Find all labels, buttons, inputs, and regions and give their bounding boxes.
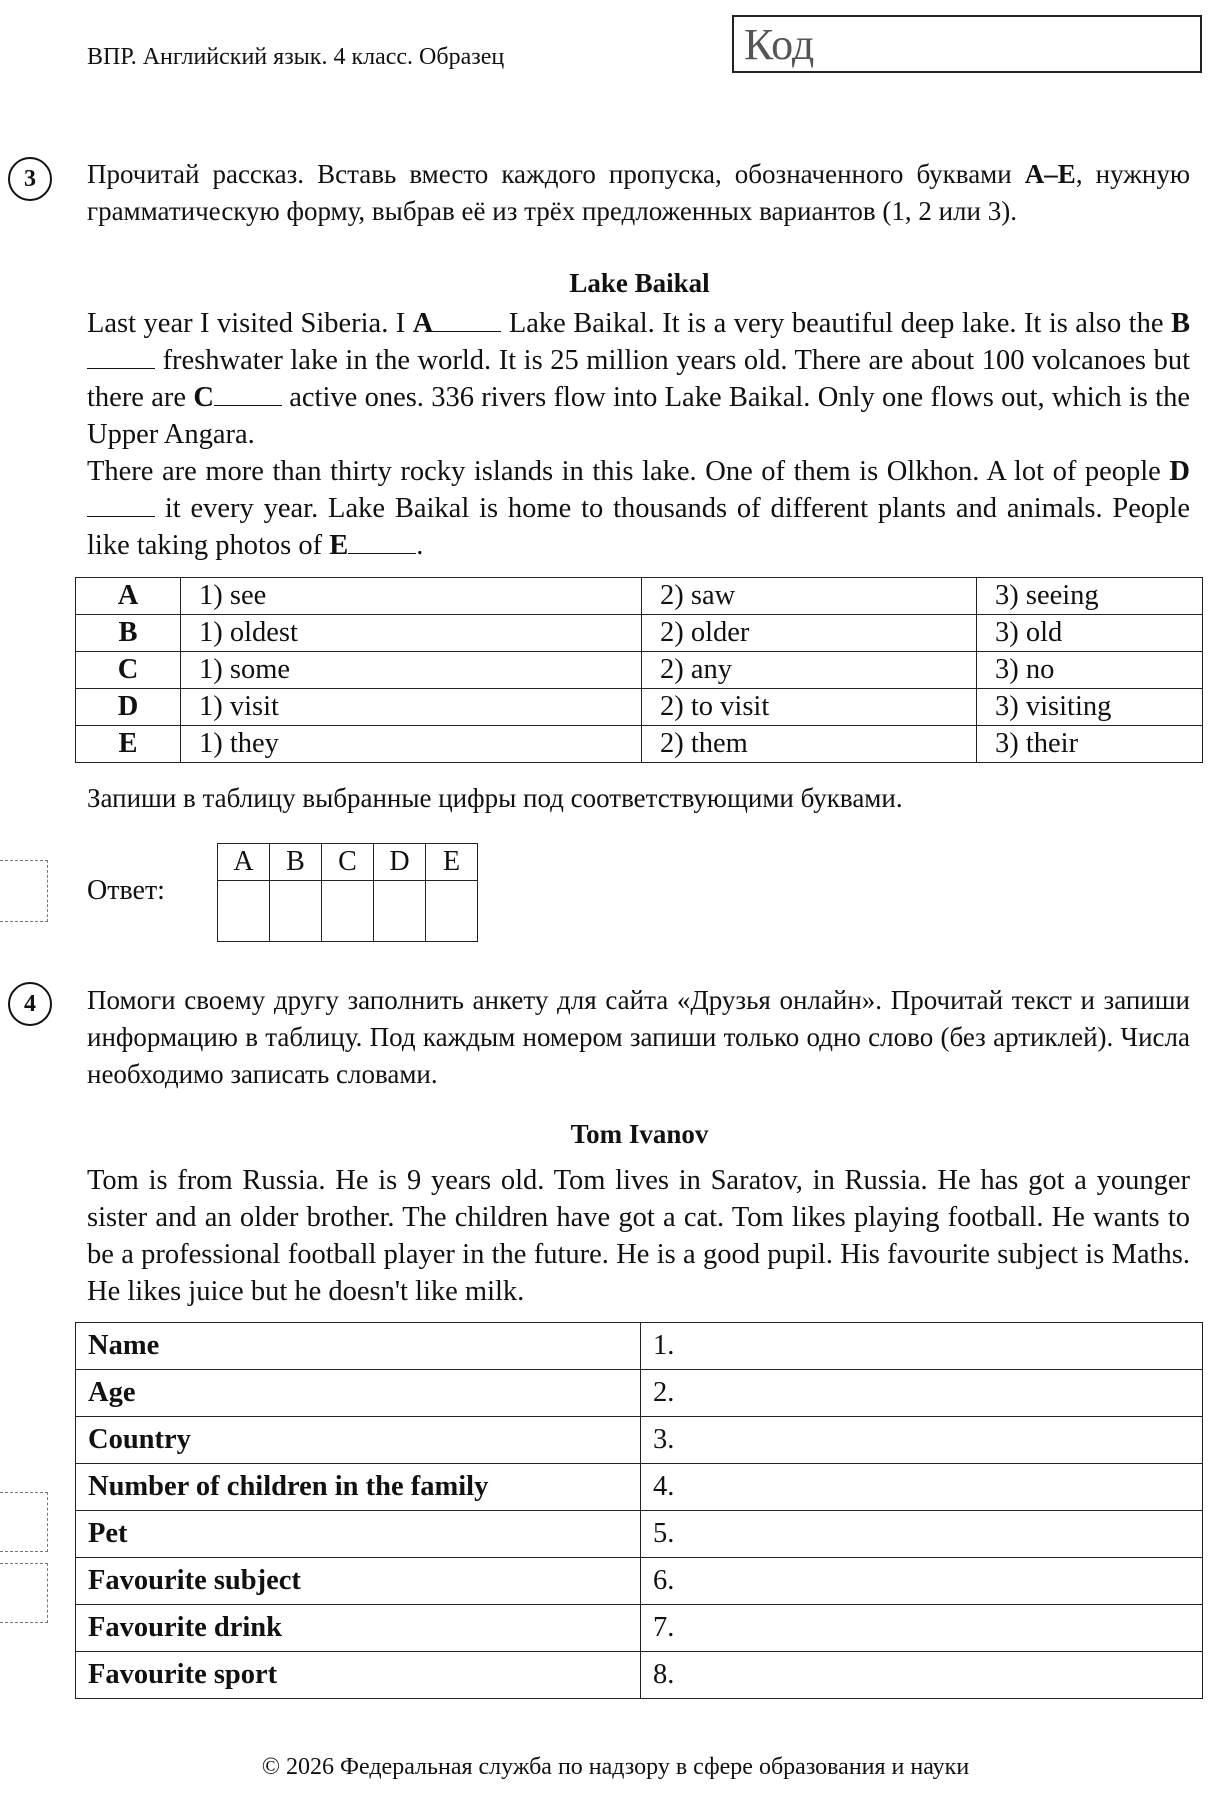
answer-grid	[217, 843, 478, 942]
task3-story-title: Lake Baikal	[569, 268, 710, 298]
answer-cell-e[interactable]	[426, 881, 478, 942]
option-letter: D	[76, 689, 181, 726]
option-letter: C	[76, 652, 181, 689]
task-number-3: 3	[8, 157, 52, 201]
gap-c	[214, 381, 282, 406]
option-3: 3) no	[977, 652, 1203, 689]
code-label: Код	[744, 20, 815, 69]
task3-write-instruction: Запиши в таблицу выбранные цифры под соответствующими буквами.	[87, 783, 903, 813]
answer-label: Ответ:	[87, 875, 165, 906]
gap-e	[348, 529, 416, 554]
task4-instruction: Помоги своему другу заполнить анкету для сайта «Друзья онлайн». Прочитай текст и запиши информацию в таблицу. Под каждым номером запиши только одно слово (без артиклей). Числа необходимо записать словами.	[87, 985, 1190, 1089]
option-3: 3) seeing	[977, 578, 1203, 615]
page-footer-copyright: © 2026 Федеральная служба по надзору в сфере образования и науки	[261, 1754, 970, 1780]
options-row-e	[76, 726, 1203, 763]
form-field-label: Favourite drink	[76, 1605, 641, 1652]
form-row-pet	[76, 1511, 1203, 1558]
option-2: 2) them	[642, 726, 977, 763]
gap-a	[433, 307, 501, 332]
option-letter: E	[76, 726, 181, 763]
option-1: 1) oldest	[181, 615, 642, 652]
answer-cell-d[interactable]	[374, 881, 426, 942]
task-number-4: 4	[8, 982, 52, 1026]
options-row-c	[76, 652, 1203, 689]
score-box-task4-b	[0, 1563, 48, 1623]
task3-story-paragraph-2: There are more than thirty rocky islands in this lake. One of them is Olkhon. A lot of people D it every year. Lake Baikal is home to thousands of different plants and animals. People like taking photos of E .	[87, 456, 1190, 561]
option-3: 3) their	[977, 726, 1203, 763]
gap-d	[87, 492, 155, 517]
option-2: 2) saw	[642, 578, 977, 615]
form-answer-cell[interactable]: 7.	[641, 1605, 1203, 1652]
answer-letter: C	[322, 844, 374, 881]
answer-grid-inputs	[218, 881, 478, 942]
option-2: 2) older	[642, 615, 977, 652]
answer-grid-header	[218, 844, 478, 881]
form-row-sport	[76, 1652, 1203, 1699]
form-field-label: Country	[76, 1417, 641, 1464]
score-box-task3	[0, 860, 48, 922]
option-1: 1) visit	[181, 689, 642, 726]
option-3: 3) old	[977, 615, 1203, 652]
answer-letter: E	[426, 844, 478, 881]
form-answer-cell[interactable]: 8.	[641, 1652, 1203, 1699]
options-row-b	[76, 615, 1203, 652]
option-letter: A	[76, 578, 181, 615]
page-header-title: ВПР. Английский язык. 4 класс. Образец	[87, 44, 505, 70]
form-row-subject	[76, 1558, 1203, 1605]
profile-form-table	[75, 1322, 1203, 1699]
option-1: 1) they	[181, 726, 642, 763]
form-field-label: Name	[76, 1323, 641, 1370]
form-answer-cell[interactable]: 5.	[641, 1511, 1203, 1558]
form-answer-cell[interactable]: 2.	[641, 1370, 1203, 1417]
answer-cell-a[interactable]	[218, 881, 270, 942]
task3-story	[87, 305, 1190, 564]
answer-cell-b[interactable]	[270, 881, 322, 942]
form-field-label: Age	[76, 1370, 641, 1417]
task4-story: Tom is from Russia. He is 9 years old. Tom lives in Saratov, in Russia. He has got a younger sister and an older brother. The children have got a cat. Tom likes playing football. He wants to be a professional football player in the future. He is a good pupil. His favourite subject is Maths. He likes juice but he doesn't like milk.	[87, 1165, 1190, 1307]
answer-letter: B	[270, 844, 322, 881]
form-row-children	[76, 1464, 1203, 1511]
form-field-label: Number of children in the family	[76, 1464, 641, 1511]
form-row-country	[76, 1417, 1203, 1464]
task4-story-title: Tom Ivanov	[570, 1119, 709, 1149]
option-1: 1) some	[181, 652, 642, 689]
form-row-age	[76, 1370, 1203, 1417]
option-1: 1) see	[181, 578, 642, 615]
form-field-label: Favourite subject	[76, 1558, 641, 1605]
answer-cell-c[interactable]	[322, 881, 374, 942]
form-row-drink	[76, 1605, 1203, 1652]
form-answer-cell[interactable]: 3.	[641, 1417, 1203, 1464]
options-table	[75, 577, 1203, 763]
option-2: 2) any	[642, 652, 977, 689]
options-row-d	[76, 689, 1203, 726]
task3-instruction: Прочитай рассказ. Вставь вместо каждого пропуска, обозначенного буквами A–E, нужную грамматическую форму, выбрав её из трёх предложенных вариантов (1, 2 или 3).	[87, 159, 1190, 226]
options-row-a	[76, 578, 1203, 615]
form-answer-cell[interactable]: 6.	[641, 1558, 1203, 1605]
option-letter: B	[76, 615, 181, 652]
score-box-task4-a	[0, 1492, 48, 1552]
form-field-label: Favourite sport	[76, 1652, 641, 1699]
option-3: 3) visiting	[977, 689, 1203, 726]
task3-story-paragraph-1: Last year I visited Siberia. I A Lake Baikal. It is a very beautiful deep lake. It is also the B freshwater lake in the world. It is 25 million years old. There are about 100 volcanoes but there are C active ones. 336 rivers flow into Lake Baikal. Only one flows out, which is the Upper Angara.	[87, 308, 1190, 450]
form-answer-cell[interactable]: 1.	[641, 1323, 1203, 1370]
answer-letter: D	[374, 844, 426, 881]
form-row-name	[76, 1323, 1203, 1370]
form-field-label: Pet	[76, 1511, 641, 1558]
gap-b	[87, 344, 155, 369]
option-2: 2) to visit	[642, 689, 977, 726]
form-answer-cell[interactable]: 4.	[641, 1464, 1203, 1511]
code-box[interactable]	[732, 15, 1202, 73]
answer-letter: A	[218, 844, 270, 881]
